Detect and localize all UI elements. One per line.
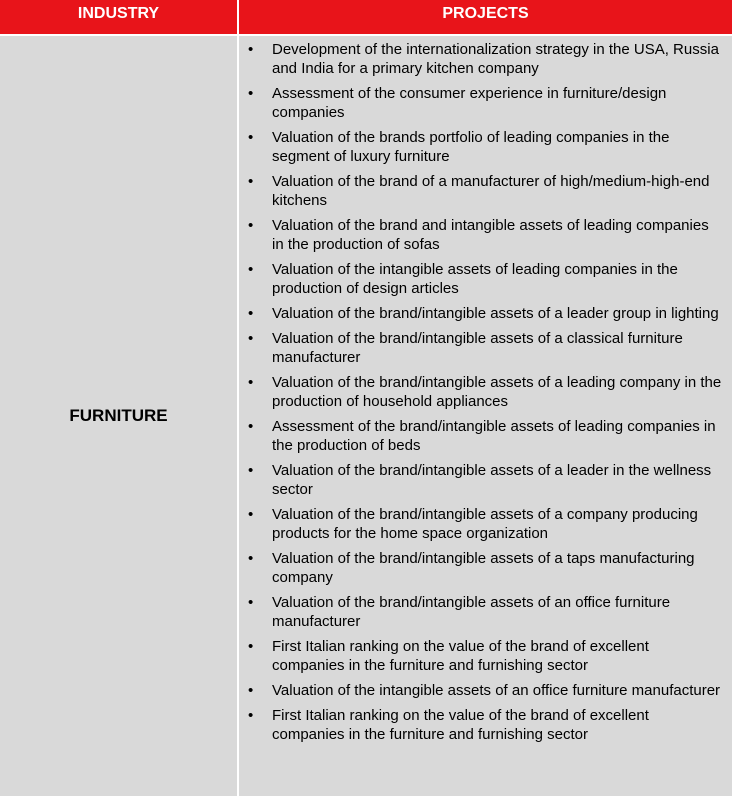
list-item	[248, 637, 724, 675]
bullet-icon: •	[248, 682, 254, 699]
bullet-icon: •	[248, 418, 254, 435]
list-item	[248, 681, 724, 700]
project-text: Valuation of the brand/intangible assets of a taps manufacturing company	[272, 550, 695, 586]
list-item	[248, 304, 724, 323]
project-text: Valuation of the brand/intangible assets of a leading company in the production of household appliances	[272, 374, 722, 410]
industry-cell: FURNITURE	[0, 36, 239, 796]
list-item	[248, 128, 724, 166]
list-item	[248, 373, 724, 411]
project-text: Valuation of the brand and intangible assets of leading companies in the production of sofas	[272, 217, 709, 253]
list-item	[248, 461, 724, 499]
list-item	[248, 84, 724, 122]
project-text: Valuation of the brand/intangible assets of a company producing products for the home space organization	[272, 506, 698, 542]
list-item	[248, 260, 724, 298]
list-item	[248, 549, 724, 587]
project-text: Valuation of the brand/intangible assets of a classical furniture manufacturer	[272, 330, 683, 366]
bullet-icon: •	[248, 462, 254, 479]
list-item	[248, 417, 724, 455]
bullet-icon: •	[248, 374, 254, 391]
project-text: Assessment of the consumer experience in furniture/design companies	[272, 85, 667, 121]
bullet-icon: •	[248, 173, 254, 190]
project-text: Valuation of the brand/intangible assets of a leader in the wellness sector	[272, 462, 712, 498]
bullet-icon: •	[248, 261, 254, 278]
project-text: Assessment of the brand/intangible assets of leading companies in the production of beds	[272, 418, 716, 454]
bullet-icon: •	[248, 594, 254, 611]
header-industry: INDUSTRY	[0, 0, 239, 34]
list-item	[248, 40, 724, 78]
table-body	[0, 36, 732, 796]
list-item	[248, 593, 724, 631]
project-text: Valuation of the brand/intangible assets of an office furniture manufacturer	[272, 594, 671, 630]
bullet-icon: •	[248, 707, 254, 724]
bullet-icon: •	[248, 129, 254, 146]
project-text: Valuation of the intangible assets of an office furniture manufacturer	[272, 682, 721, 699]
list-item	[248, 329, 724, 367]
bullet-icon: •	[248, 41, 254, 58]
project-text: Valuation of the intangible assets of leading companies in the production of design articles	[272, 261, 678, 297]
project-text: Valuation of the brand of a manufacturer of high/medium-high-end kitchens	[272, 173, 710, 209]
bullet-icon: •	[248, 506, 254, 523]
project-text: First Italian ranking on the value of the brand of excellent companies in the furniture and furnishing sector	[272, 638, 649, 674]
project-text: Valuation of the brands portfolio of leading companies in the segment of luxury furniture	[272, 129, 670, 165]
bullet-icon: •	[248, 305, 254, 322]
project-text: Valuation of the brand/intangible assets of a leader group in lighting	[272, 305, 719, 322]
list-item	[248, 505, 724, 543]
table-header	[0, 0, 732, 34]
list-item	[248, 706, 724, 744]
bullet-icon: •	[248, 217, 254, 234]
list-item	[248, 172, 724, 210]
bullet-icon: •	[248, 330, 254, 347]
bullet-icon: •	[248, 638, 254, 655]
bullet-icon: •	[248, 85, 254, 102]
project-text: Development of the internationalization strategy in the USA, Russia and India for a primary kitchen company	[272, 41, 719, 77]
projects-cell	[239, 36, 732, 796]
list-item	[248, 216, 724, 254]
header-projects: PROJECTS	[442, 5, 529, 22]
project-text: First Italian ranking on the value of the brand of excellent companies in the furniture and furnishing sector	[272, 707, 649, 743]
bullet-icon: •	[248, 550, 254, 567]
project-list	[248, 40, 724, 744]
